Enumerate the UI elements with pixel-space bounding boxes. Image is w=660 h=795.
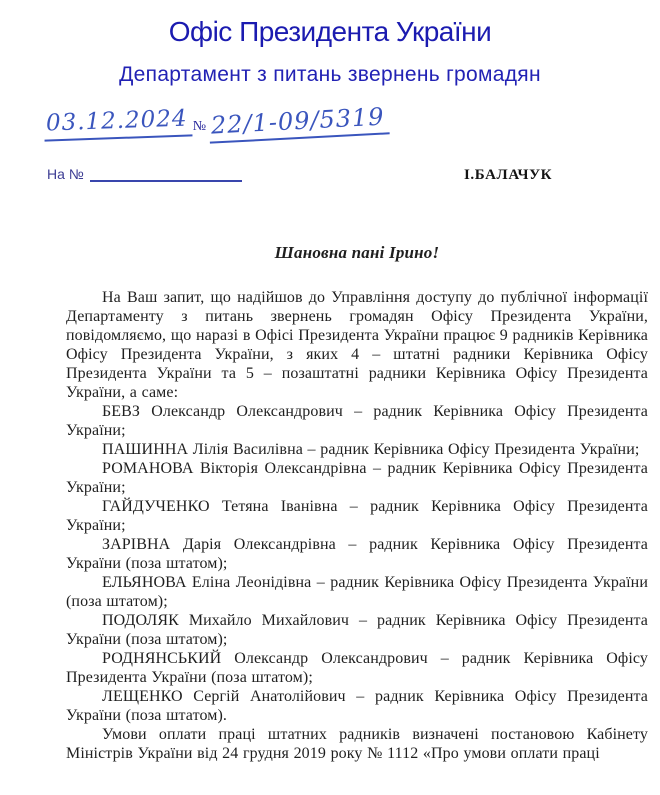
letter-paragraph: ЛЕЩЕНКО Сергій Анатолійович – радник Керівника Офісу Президента України (поза штатом). — [66, 688, 648, 724]
reply-to-blank-line — [90, 166, 242, 182]
letterhead-title: Офіс Президента України — [168, 16, 492, 47]
outgoing-reference-row — [44, 102, 389, 140]
letter-body — [66, 243, 648, 763]
outgoing-date-handwritten: 03.12.2024 — [44, 105, 193, 141]
letterhead-subtitle: Департамент з питань звернень громадян — [119, 63, 541, 86]
letter-paragraph: РОДНЯНСЬКИЙ Олександр Олександрович – радник Керівника Офісу Президента України (поза штатом); — [66, 650, 648, 686]
outgoing-number-handwritten: 22/1-09/5319 — [208, 103, 389, 143]
letter-paragraph: ПАШИННА Лілія Василівна – радник Керівника Офісу Президента України; — [102, 441, 640, 458]
reply-to-row — [47, 166, 242, 182]
letter-paragraph: На Ваш запит, що надійшов до Управління доступу до публічної інформації Департаменту з питань звернень громадян Офісу Президента України, повідомляємо, що наразі в Офісі Президента України працює 9 радників Керівника Офісу Президента України, з яких 4 – штатні радники Керівника Офісу Президента України та 5 – позаштатні радники Керівника Офісу Президента України, а саме: — [66, 289, 648, 401]
letter-paragraph: РОМАНОВА Вікторія Олександрівна – радник Керівника Офісу Президента України; — [66, 460, 648, 496]
letter-paragraph: Умови оплати праці штатних радників визначені постановою Кабінету Міністрів України від 24 грудня 2019 року № 1112 «Про умови оплати праці — [66, 726, 648, 762]
letter-paragraph: ПОДОЛЯК Михайло Михайлович – радник Керівника Офісу Президента України (поза штатом); — [66, 612, 648, 648]
letter-paragraph: ЗАРІВНА Дарія Олександрівна – радник Керівника Офісу Президента України (поза штатом); — [66, 536, 648, 572]
letter-paragraph: ГАЙДУЧЕНКО Тетяна Іванівна – радник Керівника Офісу Президента України; — [66, 498, 648, 534]
salutation: Шановна пані Ірино! — [274, 243, 440, 262]
letterhead — [0, 0, 660, 87]
signer-name: І.БАЛАЧУК — [464, 167, 553, 183]
letter-paragraph: ЕЛЬЯНОВА Еліна Леонідівна – радник Керівника Офісу Президента України (поза штатом); — [66, 574, 648, 610]
letter-paragraph: БЕВЗ Олександр Олександрович – радник Керівника Офісу Президента України; — [66, 403, 648, 439]
number-sign: № — [192, 119, 207, 134]
reply-to-label: На № — [47, 166, 84, 182]
